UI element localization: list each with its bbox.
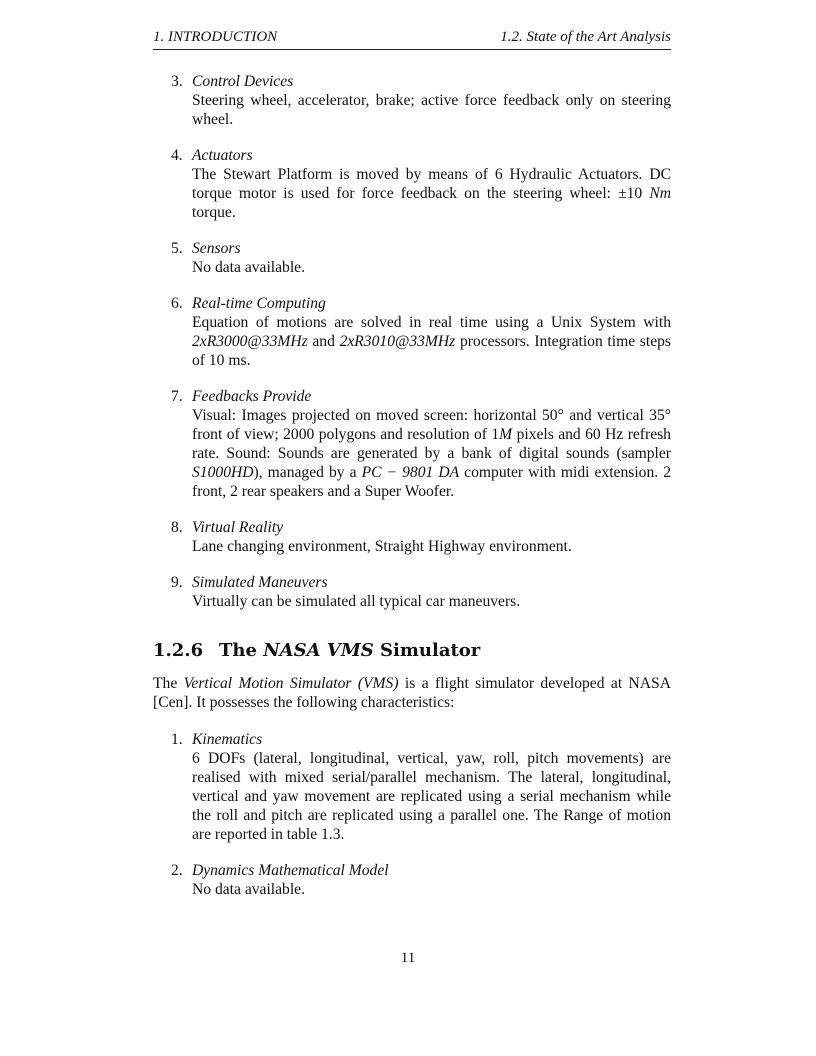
item-body: Steering wheel, accelerator, brake; active force feedback only on steering wheel. xyxy=(192,92,671,128)
item-title: Simulated Maneuvers xyxy=(192,574,328,591)
list-item-real-time-computing xyxy=(153,294,671,370)
intro-paragraph xyxy=(153,674,671,712)
item-number: 7. xyxy=(171,388,183,405)
list-item-virtual-reality xyxy=(153,518,671,556)
item-number: 1. xyxy=(171,731,183,748)
item-body xyxy=(192,165,671,222)
math-expression: S1000HD xyxy=(192,464,254,481)
item-number: 8. xyxy=(171,519,183,536)
body-text: Equation of motions are solved in real time using a Unix System with xyxy=(192,314,671,331)
section-title-text: Simulator xyxy=(373,640,481,661)
item-body xyxy=(192,313,671,370)
list-item-simulated-maneuvers xyxy=(153,573,671,611)
item-title: Feedbacks Provide xyxy=(192,388,312,405)
para-emphasis: Vertical Motion Simulator (VMS) xyxy=(183,675,399,692)
section-title-emphasis: NASA VMS xyxy=(263,640,374,661)
list-item-sensors xyxy=(153,239,671,277)
item-body: 6 DOFs (lateral, longitudinal, vertical, yaw, roll, pitch movements) are realised with mixed serial/parallel mechanism. The lateral, longitudinal, vertical and yaw movement are replicated using a serial mechanism while the roll and pitch are replicated using a parallel one. The Range of motion are reported in table 1.3. xyxy=(192,750,671,843)
body-text: and xyxy=(307,333,340,350)
list-item-kinematics xyxy=(153,730,671,844)
math-unit: Nm xyxy=(649,185,671,202)
math-expression: 2xR3010@33MHz xyxy=(339,333,456,350)
para-text: The xyxy=(153,675,184,692)
item-title: Control Devices xyxy=(192,73,294,90)
item-body: Virtually can be simulated all typical car maneuvers. xyxy=(192,593,521,610)
para-text: is a flight simulator developed at NASA [Cen]. It possesses the following characteristics: xyxy=(153,675,671,711)
header-chapter: 1. INTRODUCTION xyxy=(153,29,278,45)
item-title: Real-time Computing xyxy=(192,295,326,312)
item-number: 9. xyxy=(171,574,183,591)
list-item-control-devices xyxy=(153,72,671,129)
body-text: Visual: Images projected on moved screen: horizontal 50° and vertical 35° front of view; 2000 polygons and resolution of 1 xyxy=(192,407,671,443)
item-title: Sensors xyxy=(192,240,241,257)
item-number: 5. xyxy=(171,240,183,257)
body-text: pixels and 60 Hz refresh rate. Sound: Sounds are generated by a bank of digital sounds (sampler xyxy=(192,426,671,462)
item-body xyxy=(192,406,671,501)
item-number: 3. xyxy=(171,73,183,90)
body-text: processors. Integration time steps of 10 ms. xyxy=(192,333,671,369)
body-text: torque. xyxy=(192,204,236,221)
page-number: 11 xyxy=(400,950,416,966)
section-title-text: The xyxy=(219,640,264,661)
math-expression: 2xR3000@33MHz xyxy=(192,333,308,350)
body-text: ), managed by a xyxy=(253,464,362,481)
list-item-dynamics-model xyxy=(153,861,671,899)
section-number: 1.2.6 xyxy=(153,640,204,661)
page-body xyxy=(153,72,671,916)
item-title: Actuators xyxy=(192,147,253,164)
math-expression: M xyxy=(499,426,513,443)
header-section: 1.2. State of the Art Analysis xyxy=(500,29,671,45)
running-header xyxy=(153,28,671,50)
item-number: 2. xyxy=(171,862,183,879)
item-title: Dynamics Mathematical Model xyxy=(192,862,389,879)
math-expression: PC − 9801 DA xyxy=(361,464,460,481)
item-title: Virtual Reality xyxy=(192,519,284,536)
item-number: 6. xyxy=(171,295,183,312)
body-text: computer with midi extension. 2 front, 2 rear speakers and a Super Woofer. xyxy=(192,464,672,500)
item-body: Lane changing environment, Straight Highway environment. xyxy=(192,538,572,555)
list-item-actuators xyxy=(153,146,671,222)
item-body: No data available. xyxy=(192,881,306,898)
item-body: No data available. xyxy=(192,259,306,276)
item-number: 4. xyxy=(171,147,183,164)
item-title: Kinematics xyxy=(192,731,263,748)
list-item-feedbacks xyxy=(153,387,671,501)
section-heading xyxy=(153,641,671,660)
body-text: The Stewart Platform is moved by means of 6 Hydraulic Actuators. DC torque motor is used for force feedback on the steering wheel: ±10 xyxy=(192,166,671,202)
